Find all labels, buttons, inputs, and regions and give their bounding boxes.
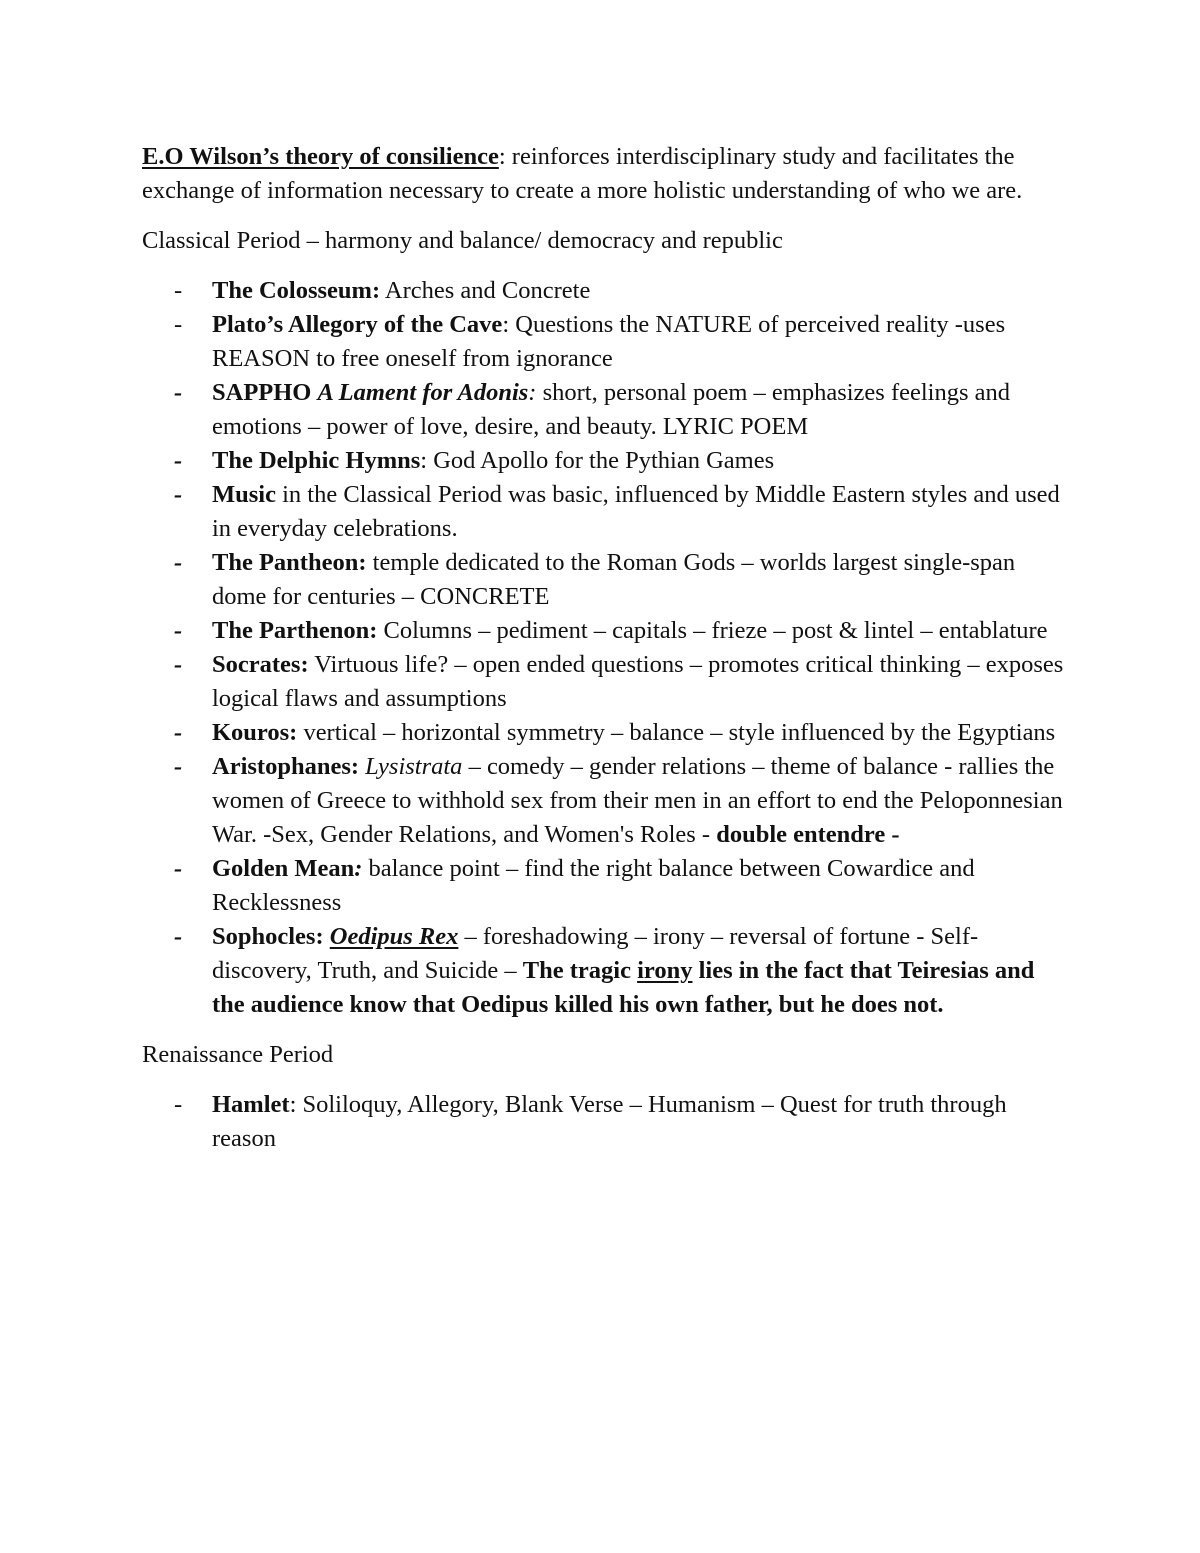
renaissance-notes-list — [142, 1088, 1080, 1156]
item-bold-a: The tragic — [522, 957, 638, 984]
dash-bullet: - — [174, 447, 183, 474]
item-bold-tail: double entendre - — [716, 821, 900, 848]
list-item-music — [142, 478, 1068, 546]
item-term: The Pantheon: — [212, 549, 367, 576]
intro-text: reinforces interdisciplinary study and facilitates the exchange of information necessary to create a more holistic understanding of who we are. — [142, 143, 1023, 204]
dash-bullet: - — [174, 651, 183, 678]
item-text: balance point – find the right balance between Cowardice and Recklessness — [212, 855, 975, 916]
item-term: Kouros: — [212, 719, 298, 746]
item-term: Sophocles: — [212, 923, 324, 950]
list-item-hamlet — [142, 1088, 1068, 1156]
list-item-aristophanes — [142, 750, 1068, 852]
dash-bullet: - — [174, 379, 183, 406]
dash-bullet: - — [174, 277, 183, 304]
item-term: The Parthenon: — [212, 617, 378, 644]
item-text: vertical – horizontal symmetry – balance – style influenced by the Egyptians — [297, 719, 1056, 746]
item-term: Plato’s Allegory of the Cave — [212, 311, 503, 338]
item-text: Columns – pediment – capitals – frieze – post & lintel – entablature — [377, 617, 1048, 644]
item-text: – comedy – gender relations – theme of balance - rallies the women of Greece to withhold sex from their men in an effort to end the Peloponnesian War. -Sex, Gender Relations, and Women's Roles - — [212, 753, 1063, 848]
item-term: SAPPHO — [212, 379, 312, 406]
item-text: short, personal poem – emphasizes feelings and emotions – power of love, desire, and beauty. LYRIC POEM — [212, 379, 1011, 440]
item-text: in the Classical Period was basic, influenced by Middle Eastern styles and used in everyday celebrations. — [212, 481, 1060, 542]
item-colon: : — [528, 379, 537, 406]
list-item-parthenon — [142, 614, 1068, 648]
item-term: The Colosseum: — [212, 277, 381, 304]
item-term: Socrates: — [212, 651, 309, 678]
item-title: Lysistrata — [365, 753, 463, 780]
item-text: – foreshadowing – irony – reversal of fortune - Self-discovery, Truth, and Suicide – — [212, 923, 979, 984]
item-text: Virtuous life? – open ended questions – promotes critical thinking – exposes logical flaws and assumptions — [212, 651, 1064, 712]
item-term: Hamlet — [212, 1091, 290, 1118]
dash-bullet: - — [174, 1091, 183, 1118]
dash-bullet: - — [174, 923, 183, 950]
item-text: : Questions the NATURE of perceived reality -uses REASON to free oneself from ignorance — [212, 311, 1006, 372]
dash-bullet: - — [174, 549, 183, 576]
item-text: Arches and Concrete — [380, 277, 591, 304]
item-title: A Lament for Adonis — [317, 379, 529, 406]
item-text: : Soliloquy, Allegory, Blank Verse – Humanism – Quest for truth through reason — [212, 1091, 1007, 1152]
list-item-colosseum — [142, 274, 1068, 308]
renaissance-period-heading: Renaissance Period — [142, 1041, 334, 1068]
list-item-pantheon — [142, 546, 1068, 614]
item-text: temple dedicated to the Roman Gods – worlds largest single-span dome for centuries – CONCRETE — [212, 549, 1016, 610]
list-item-golden-mean — [142, 852, 1068, 920]
item-bold-b: lies in the fact that Teiresias and the audience know that Oedipus killed his own father, but he does not. — [212, 957, 1035, 1018]
intro-colon: : — [498, 143, 506, 170]
item-term: Aristophanes: — [212, 753, 360, 780]
consilience-term: E.O Wilson’s theory of consilience — [142, 143, 499, 170]
dash-bullet: - — [174, 311, 183, 338]
dash-bullet: - — [174, 617, 183, 644]
dash-bullet: - — [174, 753, 183, 780]
item-title: Oedipus Rex — [329, 923, 459, 950]
list-item-delphic-hymns — [142, 444, 1068, 478]
item-term: Golden Mean — [212, 855, 355, 882]
classical-notes-list — [142, 274, 1080, 1022]
list-item-socrates — [142, 648, 1068, 716]
dash-bullet: - — [174, 481, 183, 508]
item-colon: : — [354, 855, 363, 882]
classical-period-heading: Classical Period – harmony and balance/ democracy and republic — [142, 227, 783, 254]
list-item-plato — [142, 308, 1068, 376]
item-term: The Delphic Hymns — [212, 447, 421, 474]
dash-bullet: - — [174, 719, 183, 746]
dash-bullet: - — [174, 855, 183, 882]
list-item-kouros — [142, 716, 1068, 750]
item-text: : God Apollo for the Pythian Games — [420, 447, 775, 474]
item-term: Music — [212, 481, 276, 508]
intro-paragraph — [142, 140, 1080, 208]
item-bold-underline: irony — [637, 957, 693, 984]
list-item-sappho — [142, 376, 1068, 444]
list-item-sophocles — [142, 920, 1068, 1022]
